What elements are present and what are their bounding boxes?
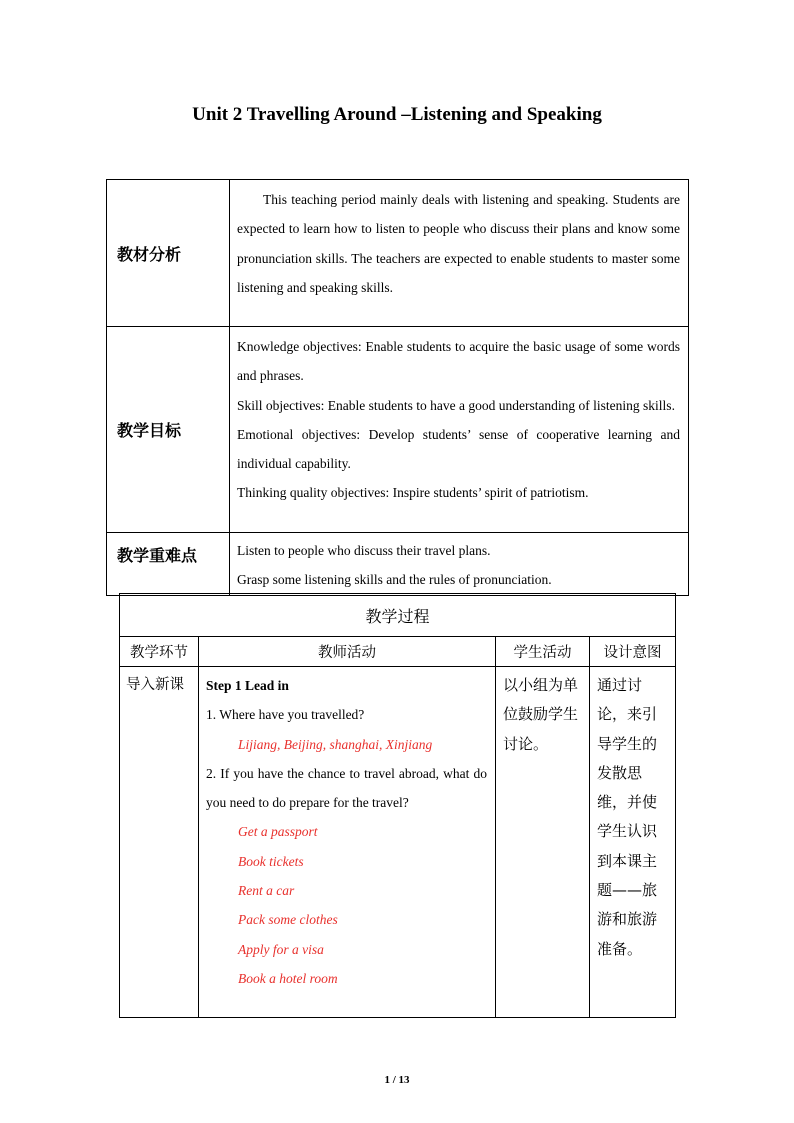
column-header: 教师活动 <box>199 637 496 667</box>
paragraph: Emotional objectives: Develop students’ sense of cooperative learning and individual capability. <box>237 426 680 472</box>
table-row <box>107 327 689 533</box>
paragraph: Skill objectives: Enable students to have a good understanding of listening skills. <box>237 397 675 413</box>
answer-1: Lijiang, Beijing, shanghai, Xinjiang <box>238 736 433 752</box>
answer-item: Book a hotel room <box>238 970 338 986</box>
row-label-objectives: 教学目标 <box>107 327 230 533</box>
paragraph: Thinking quality objectives: Inspire students’ spirit of patriotism. <box>237 485 589 501</box>
design-intent-cell: 通过讨论，来引导学生的发散思维，并使学生认识到本课主题——旅游和旅游准备。 <box>590 667 676 1018</box>
objectives-text <box>230 327 689 533</box>
key-points-text <box>230 533 689 596</box>
table-row <box>107 533 689 596</box>
answer-item: Get a passport <box>238 824 318 840</box>
teaching-process-table <box>119 593 676 1018</box>
page-number: 1 / 13 <box>384 1074 410 1086</box>
row-label-material: 教材分析 <box>107 180 230 327</box>
table-row <box>107 180 689 327</box>
column-header: 学生活动 <box>496 637 590 667</box>
column-header: 教学环节 <box>120 637 199 667</box>
row-label-key-points: 教学重难点 <box>107 533 230 596</box>
answer-item: Rent a car <box>238 883 295 899</box>
paragraph: Listen to people who discuss their travel plans. <box>237 543 491 558</box>
material-analysis-text <box>230 180 689 327</box>
question-1: 1. Where have you travelled? <box>206 707 365 723</box>
student-activity-cell: 以小组为单位鼓励学生讨论。 <box>496 667 590 1018</box>
paragraph: Knowledge objectives: Enable students to acquire the basic usage of some words and phrases. <box>237 339 680 384</box>
process-header: 教学过程 <box>120 594 676 637</box>
paragraph: This teaching period mainly deals with listening and speaking. Students are expected to learn how to listen to people who discuss their plans and know some pronunciation skills. The teachers are expected to enable students to master some listening and speaking skills. <box>237 192 680 295</box>
answer-item: Pack some clothes <box>238 912 338 928</box>
overview-table <box>106 179 689 596</box>
table-row <box>120 594 676 637</box>
answer-item: Book tickets <box>238 853 304 869</box>
document-title: Unit 2 Travelling Around –Listening and Speaking <box>192 104 602 125</box>
table-row <box>120 667 676 1018</box>
teacher-activity-cell <box>199 667 496 1018</box>
stage-cell: 导入新课 <box>120 667 199 1018</box>
column-header: 设计意图 <box>590 637 676 667</box>
step-title: Step 1 Lead in <box>206 678 289 693</box>
table-row <box>120 637 676 667</box>
answer-item: Apply for a visa <box>238 941 324 957</box>
paragraph: Grasp some listening skills and the rules of pronunciation. <box>237 572 552 588</box>
question-2: 2. If you have the chance to travel abroad, what do you need to do prepare for the travel? <box>206 765 487 811</box>
